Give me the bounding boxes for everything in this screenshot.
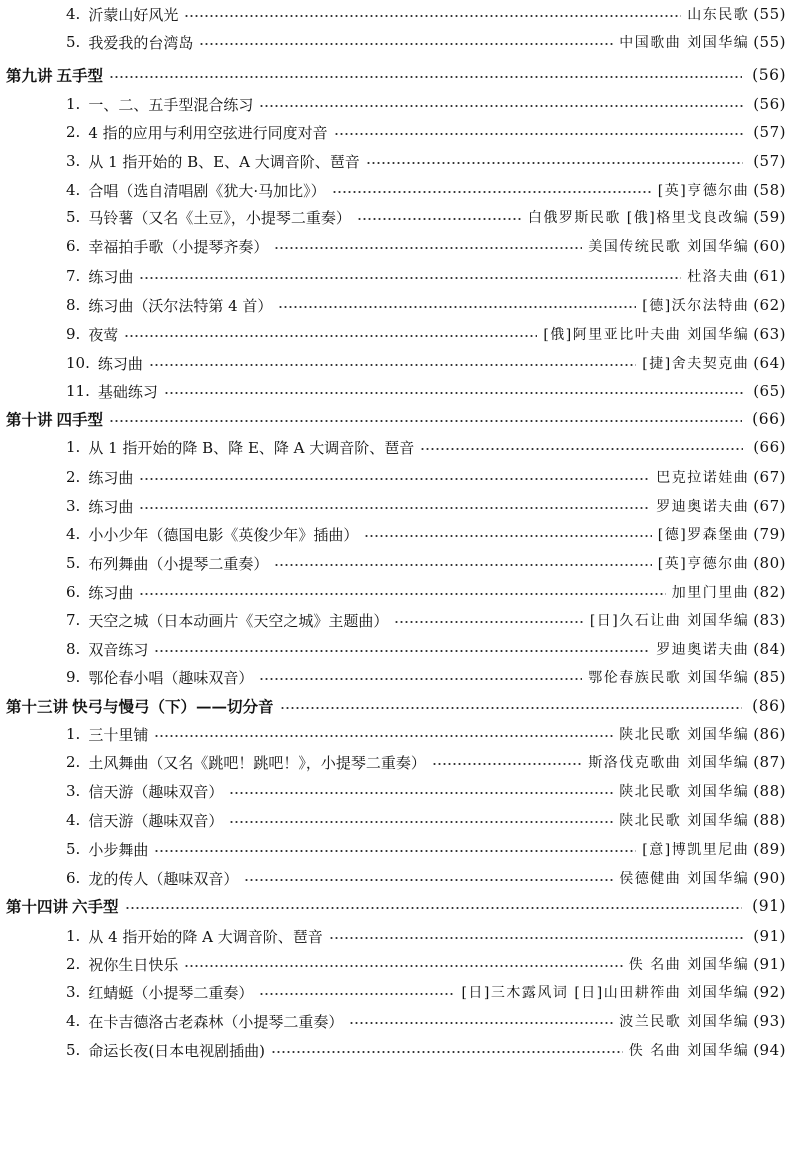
entry-credit: 白俄罗斯民歌 [俄]格里戈良改编: [527, 210, 750, 226]
entry-number: 5.: [66, 554, 81, 572]
page-number: (65): [753, 382, 786, 400]
dot-leader: [199, 42, 613, 46]
chapter-heading: [0, 692, 790, 720]
toc-entry: [0, 606, 790, 634]
toc-entry: [0, 978, 790, 1006]
entry-title: 练习曲: [97, 354, 143, 373]
toc-entry: [0, 950, 790, 978]
toc-entry: [0, 578, 790, 606]
entry-credit: 陕北民歌 刘国华编: [619, 727, 750, 743]
entry-number: 7.: [66, 611, 81, 629]
dot-leader: [184, 14, 681, 18]
dot-leader: [154, 649, 650, 653]
page-number: (67): [753, 468, 786, 486]
dot-leader: [244, 878, 613, 882]
dot-leader: [139, 276, 681, 280]
toc-entry: [0, 549, 790, 577]
page-number: (91): [753, 955, 786, 973]
toc-entry: [0, 232, 790, 260]
dot-leader: [274, 563, 651, 567]
chapter-title: 六手型: [72, 897, 119, 916]
entry-title: 在卡吉德洛古老森林（小提琴二重奏）: [88, 1012, 344, 1031]
dot-leader: [109, 75, 742, 79]
page-number: (63): [753, 325, 786, 343]
page-number: (59): [753, 208, 786, 226]
toc-entry: [0, 203, 790, 231]
page-number: (62): [753, 296, 786, 314]
page-number: (58): [753, 181, 786, 199]
entry-number: 5.: [66, 840, 81, 858]
entry-credit: 佚 名曲 刘国华编: [628, 1043, 750, 1059]
chapter-title: 四手型: [56, 410, 104, 429]
dot-leader: [259, 104, 743, 108]
toc-entry: [0, 176, 790, 204]
entry-credit: 加里门里曲: [671, 585, 750, 601]
toc-entry: [0, 1036, 790, 1064]
entry-credit: 巴克拉诺娃曲: [656, 470, 750, 486]
entry-number: 5.: [66, 208, 81, 226]
entry-title: 练习曲: [88, 267, 134, 286]
page-number: (91): [753, 927, 786, 945]
toc-entry: [0, 663, 790, 691]
toc-entry: [0, 520, 790, 548]
entry-credit: [日]三木露风词 [日]山田耕筰曲 刘国华编: [461, 985, 750, 1001]
page-number: (87): [753, 753, 786, 771]
toc-entry: [0, 806, 790, 834]
entry-credit: 美国传统民歌 刘国华编: [588, 239, 750, 255]
toc-entry: [0, 433, 790, 461]
page-number: (91): [752, 897, 786, 915]
entry-title: 从 4 指开始的降 A 大调音阶、琶音: [88, 927, 323, 946]
entry-credit: [俄]阿里亚比叶夫曲 刘国华编: [543, 327, 750, 343]
page-number: (55): [753, 5, 786, 23]
chapter-heading: [0, 405, 790, 433]
entry-title: 练习曲: [88, 583, 134, 602]
entry-number: 8.: [66, 640, 81, 658]
chapter-number: 第十讲: [6, 410, 53, 429]
entry-title: 从 1 指开始的降 B、降 E、降 A 大调音阶、琶音: [88, 438, 415, 457]
chapter-heading: [0, 892, 790, 920]
dot-leader: [259, 992, 455, 996]
entry-title: 合唱（选自清唱剧《犹大·马加比》）: [88, 181, 326, 200]
page-number: (56): [753, 95, 786, 113]
entry-title: 练习曲（沃尔法特第 4 首）: [88, 296, 273, 315]
entry-number: 2.: [66, 468, 81, 486]
entry-number: 3.: [66, 983, 81, 1001]
entry-number: 11.: [66, 382, 90, 400]
chapter-title: 快弓与慢弓（下）——切分音: [72, 697, 274, 716]
page-number: (66): [752, 410, 786, 428]
page-number: (92): [753, 983, 786, 1001]
page-number: (88): [753, 811, 786, 829]
dot-leader: [164, 391, 743, 395]
page-number: (60): [753, 237, 786, 255]
dot-leader: [334, 132, 744, 136]
page-number: (83): [753, 611, 786, 629]
entry-title: 小步舞曲: [88, 840, 149, 859]
toc-entry: [0, 720, 790, 748]
entry-title: 练习曲: [88, 468, 134, 487]
toc-entry: [0, 463, 790, 491]
entry-number: 1.: [66, 927, 81, 945]
page-number: (90): [753, 869, 786, 887]
dot-leader: [139, 477, 650, 481]
entry-title: 4 指的应用与利用空弦进行同度对音: [88, 123, 328, 142]
entry-title: 布列舞曲（小提琴二重奏）: [88, 554, 269, 573]
dot-leader: [280, 706, 743, 710]
entry-title: 红蜻蜓（小提琴二重奏）: [88, 983, 254, 1002]
entry-number: 4.: [66, 5, 81, 23]
entry-number: 9.: [66, 325, 81, 343]
entry-title: 幸福拍手歌（小提琴齐奏）: [88, 237, 269, 256]
entry-number: 2.: [66, 753, 81, 771]
dot-leader: [357, 217, 522, 221]
entry-number: 3.: [66, 782, 81, 800]
dot-leader: [124, 334, 537, 338]
entry-title: 命运长夜(日本电视剧插曲): [88, 1041, 266, 1060]
dot-leader: [329, 936, 743, 940]
entry-number: 4.: [66, 181, 81, 199]
toc-entry: [0, 90, 790, 118]
toc-entry: [0, 320, 790, 348]
page-number: (57): [753, 152, 786, 170]
page-number: (88): [753, 782, 786, 800]
chapter-number: 第十三讲: [6, 697, 69, 716]
toc-entry: [0, 377, 790, 405]
entry-credit: 波兰民歌 刘国华编: [619, 1014, 750, 1030]
chapter-number: 第九讲: [6, 66, 53, 85]
dot-leader: [332, 190, 652, 194]
page-number: (85): [753, 668, 786, 686]
entry-number: 8.: [66, 296, 81, 314]
entry-credit: [捷]舍夫契克曲: [642, 356, 750, 372]
entry-credit: 山东民歌: [687, 7, 750, 23]
toc-entry: [0, 1007, 790, 1035]
page-number: (56): [752, 66, 786, 84]
entry-title: 祝你生日快乐: [88, 955, 179, 974]
entry-title: 小小少年（德国电影《英俊少年》插曲）: [88, 525, 359, 544]
dot-leader: [139, 506, 650, 510]
toc-entry: [0, 635, 790, 663]
entry-number: 3.: [66, 497, 81, 515]
entry-number: 4.: [66, 525, 81, 543]
entry-number: 5.: [66, 33, 81, 51]
entry-number: 6.: [66, 237, 81, 255]
toc-entry: [0, 262, 790, 290]
entry-credit: [意]博凯里尼曲: [642, 842, 750, 858]
dot-leader: [125, 906, 743, 910]
entry-number: 1.: [66, 438, 81, 456]
page-number: (57): [753, 123, 786, 141]
dot-leader: [184, 964, 622, 968]
page-number: (86): [752, 697, 786, 715]
entry-credit: 鄂伦春族民歌 刘国华编: [588, 670, 750, 686]
entry-title: 鄂伦春小唱（趣味双音）: [88, 668, 254, 687]
entry-title: 我爱我的台湾岛: [88, 33, 194, 52]
entry-title: 土风舞曲（又名《跳吧！跳吧！》，小提琴二重奏）: [88, 753, 426, 772]
chapter-title: 五手型: [56, 66, 104, 85]
entry-credit: [德]沃尔法特曲: [642, 298, 750, 314]
dot-leader: [432, 762, 582, 766]
entry-credit: 陕北民歌 刘国华编: [619, 784, 750, 800]
toc-entry: [0, 748, 790, 776]
entry-credit: 罗迪奥诺夫曲: [656, 499, 750, 515]
entry-number: 6.: [66, 583, 81, 601]
entry-title: 基础练习: [97, 382, 158, 401]
entry-credit: 斯洛伐克歌曲 刘国华编: [588, 755, 750, 771]
page-number: (61): [753, 267, 786, 285]
entry-number: 9.: [66, 668, 81, 686]
dot-leader: [420, 447, 743, 451]
entry-number: 4.: [66, 811, 81, 829]
chapter-number: 第十四讲: [6, 897, 69, 916]
toc-entry: [0, 118, 790, 146]
entry-credit: 杜洛夫曲: [687, 269, 750, 285]
dot-leader: [154, 734, 613, 738]
entry-credit: 罗迪奥诺夫曲: [656, 642, 750, 658]
dot-leader: [139, 592, 665, 596]
page-number: (64): [753, 354, 786, 372]
toc-entry: [0, 492, 790, 520]
entry-title: 天空之城（日本动画片《天空之城》主题曲）: [88, 611, 389, 630]
dot-leader: [109, 419, 742, 423]
page-number: (89): [753, 840, 786, 858]
dot-leader: [366, 161, 743, 165]
entry-number: 4.: [66, 1012, 81, 1030]
page-number: (84): [753, 640, 786, 658]
entry-title: 三十里铺: [88, 725, 149, 744]
page-number: (67): [753, 497, 786, 515]
dot-leader: [229, 791, 613, 795]
entry-credit: 中国歌曲 刘国华编: [619, 35, 750, 51]
page-number: (55): [753, 33, 786, 51]
entry-title: 信天游（趣味双音）: [88, 782, 224, 801]
dot-leader: [349, 1021, 613, 1025]
entry-number: 2.: [66, 955, 81, 973]
entry-title: 沂蒙山好风光: [88, 5, 179, 24]
entry-title: 双音练习: [88, 640, 149, 659]
page-number: (66): [753, 438, 786, 456]
entry-title: 从 1 指开始的 B、E、A 大调音阶、琶音: [88, 152, 360, 171]
toc-entry: [0, 777, 790, 805]
dot-leader: [274, 246, 582, 250]
page-number: (80): [753, 554, 786, 572]
entry-number: 3.: [66, 152, 81, 170]
entry-credit: [英]亨德尔曲: [657, 556, 750, 572]
toc-entry: [0, 147, 790, 175]
toc-entry: [0, 349, 790, 377]
entry-number: 10.: [66, 354, 90, 372]
dot-leader: [149, 363, 636, 367]
page-number: (86): [753, 725, 786, 743]
entry-credit: 侯德健曲 刘国华编: [619, 871, 750, 887]
page-number: (93): [753, 1012, 786, 1030]
entry-title: 夜莺: [88, 325, 119, 344]
page-number: (82): [753, 583, 786, 601]
entry-title: 练习曲: [88, 497, 134, 516]
toc-entry: [0, 28, 790, 56]
entry-credit: [日]久石让曲 刘国华编: [589, 613, 750, 629]
toc-entry: [0, 864, 790, 892]
toc-entry: [0, 835, 790, 863]
entry-number: 1.: [66, 95, 81, 113]
entry-credit: 陕北民歌 刘国华编: [619, 813, 750, 829]
entry-title: 龙的传人（趣味双音）: [88, 869, 239, 888]
entry-number: 6.: [66, 869, 81, 887]
entry-number: 2.: [66, 123, 81, 141]
dot-leader: [229, 820, 613, 824]
entry-credit: 佚 名曲 刘国华编: [628, 957, 750, 973]
entry-number: 1.: [66, 725, 81, 743]
dot-leader: [154, 849, 636, 853]
entry-credit: [德]罗森堡曲: [657, 527, 750, 543]
page-number: (94): [753, 1041, 786, 1059]
entry-title: 马铃薯（又名《土豆》，小提琴二重奏）: [88, 208, 351, 227]
page-number: (79): [753, 525, 786, 543]
toc-entry: [0, 0, 790, 28]
entry-title: 信天游（趣味双音）: [88, 811, 224, 830]
entry-number: 7.: [66, 267, 81, 285]
chapter-heading: [0, 61, 790, 89]
dot-leader: [271, 1050, 623, 1054]
dot-leader: [259, 677, 582, 681]
toc-entry: [0, 922, 790, 950]
entry-credit: [英]亨德尔曲: [657, 183, 750, 199]
entry-number: 5.: [66, 1041, 81, 1059]
dot-leader: [364, 534, 651, 538]
dot-leader: [394, 620, 584, 624]
dot-leader: [278, 305, 636, 309]
entry-title: 一、二、五手型混合练习: [88, 95, 254, 114]
toc-entry: [0, 291, 790, 319]
